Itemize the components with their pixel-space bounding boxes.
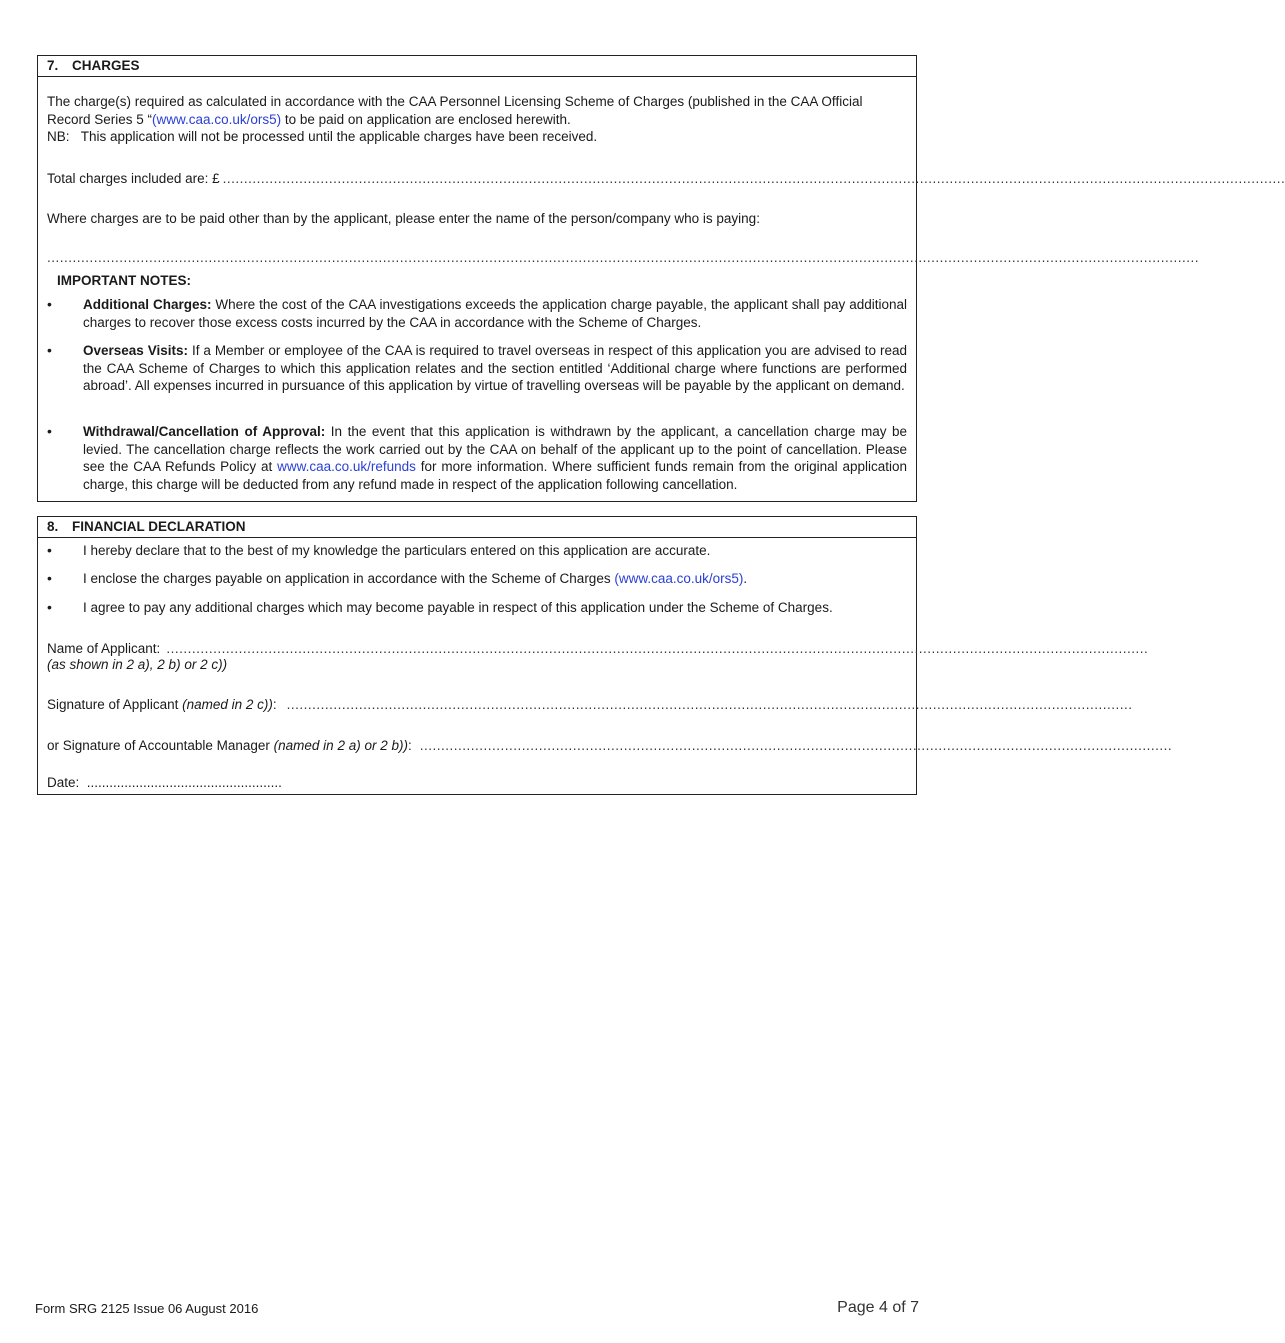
bullet-icon: • — [47, 542, 52, 558]
bullet-icon: • — [47, 296, 52, 312]
note-title: Additional Charges: — [83, 297, 212, 312]
manager-signature-field[interactable] — [47, 737, 1173, 755]
section-title: CHARGES — [72, 58, 140, 73]
declaration-tail: . — [743, 571, 748, 586]
declaration-item — [47, 599, 907, 617]
declaration-text: I hereby declare that to the best of my knowledge the particulars entered on this application are accurate. — [83, 543, 711, 558]
nb-label: NB: — [47, 129, 70, 144]
section-number: 8. — [47, 519, 59, 534]
applicant-name-label: Name of Applicant: — [47, 641, 161, 656]
section-title: FINANCIAL DECLARATION — [72, 519, 246, 534]
note-overseas-visits — [47, 342, 907, 395]
bullet-icon: • — [47, 423, 52, 439]
note-text: If a Member or employee of the CAA is required to travel overseas in respect of this application you are advised to read the CAA Scheme of Charges to which this application relates and the section entitled ‘Additional charge where functions are performed abroad’. All expenses incurred in pursuance of this application by virtue of travelling overseas will be payable by the applicant on demand. — [83, 343, 908, 393]
note-title: Withdrawal/Cancellation of Approval: — [83, 424, 326, 439]
ors5-link[interactable]: (www.caa.co.uk/ors5) — [152, 111, 282, 127]
important-notes-heading: IMPORTANT NOTES: — [57, 273, 191, 288]
bullet-icon: • — [47, 570, 52, 586]
applicant-name-input[interactable]: ....................................................................................................................................................................................................................................... — [166, 641, 1149, 656]
note-additional-charges — [47, 296, 907, 331]
ors5-link[interactable]: (www.caa.co.uk/ors5) — [614, 571, 744, 586]
bullet-icon: • — [47, 342, 52, 358]
section-financial-declaration — [37, 516, 1173, 795]
note-text: In the event that this application is withdrawn by the applicant, a cancellation charge may be levied. The cancellation charge reflects the work carried out by the CAA on behalf of the applicant up to the point of cancellation. Please see the CAA Refunds Policy at — [83, 424, 908, 474]
charges-intro — [47, 93, 907, 146]
refunds-link[interactable]: www.caa.co.uk/refunds — [277, 459, 416, 474]
bullet-icon: • — [47, 599, 52, 615]
note-text: Where the cost of the CAA investigations exceeds the application charge payable, the applicant shall pay additional charges to recover those excess costs incurred by the CAA in accordance with the Scheme of Charges. — [83, 297, 907, 330]
payer-input[interactable]: ............................................................................................................................................................................................................................................................................... — [47, 250, 1199, 265]
manager-signature-label: or Signature of Accountable Manager (named in 2 a) or 2 b)): — [47, 738, 412, 753]
nb-text: This application will not be processed until the applicable charges have been received. — [80, 129, 598, 144]
applicant-name-field[interactable] — [47, 640, 1149, 658]
applicant-signature-input[interactable]: ....................................................................................................................................................................................................... — [286, 697, 1133, 712]
section-header — [38, 517, 916, 538]
declaration-item — [47, 542, 907, 560]
date-input[interactable]: .................................................... — [86, 775, 282, 790]
manager-signature-input[interactable]: ................................................................................................................................................................................. — [419, 738, 1173, 753]
intro-text: The charge(s) required as calculated in accordance with the CAA Personnel Licensing Scheme of Charges (published in the CAA Official Record Series 5 “ — [47, 94, 863, 127]
form-identifier: Form SRG 2125 Issue 06 August 2016 — [35, 1301, 259, 1316]
applicant-signature-field[interactable] — [47, 696, 1133, 714]
applicant-signature-label: Signature of Applicant (named in 2 c)): — [47, 697, 277, 712]
intro-tail: to be paid on application are enclosed herewith. — [281, 111, 571, 127]
declaration-text: I agree to pay any additional charges which may become payable in respect of this application under the Scheme of Charges. — [83, 600, 833, 615]
declaration-item — [47, 570, 907, 588]
note-tail: for more information. Where sufficient funds remain from the original application charge, this charge will be deducted from any refund made in respect of the application following cancellation. — [83, 459, 907, 492]
applicant-name-note: (as shown in 2 a), 2 b) or 2 c)) — [47, 657, 228, 672]
section-number: 7. — [47, 58, 59, 73]
date-field[interactable] — [47, 774, 907, 792]
note-title: Overseas Visits: — [83, 343, 189, 358]
date-label: Date: — [47, 775, 80, 790]
declaration-text: I enclose the charges payable on application in accordance with the Scheme of Charges — [83, 571, 615, 586]
payer-field[interactable] — [47, 249, 1199, 267]
total-charges-label: Total charges included are: £ — [47, 171, 220, 186]
section-header — [38, 56, 916, 77]
page-number: Page 4 of 7 — [837, 1299, 919, 1316]
payer-label: Where charges are to be paid other than by the applicant, please enter the name of the person/company who is paying: — [47, 211, 760, 226]
total-charges-input[interactable]: .......................................................................................................................................................................................................................................................... — [222, 171, 1285, 186]
note-withdrawal — [47, 423, 907, 493]
section-charges — [37, 55, 1285, 502]
total-charges-field[interactable] — [47, 170, 1285, 188]
